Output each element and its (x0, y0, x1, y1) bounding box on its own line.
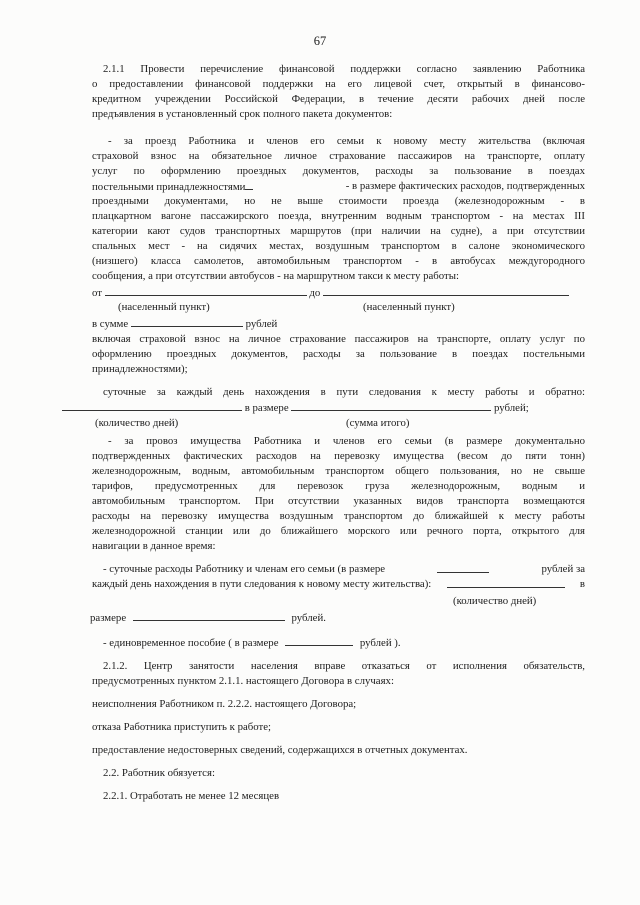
family-per-diem-text: - суточные расходы Работнику и членам его семьи (в размере (103, 563, 386, 575)
from-label: от (92, 287, 102, 299)
travel-line-9: (низшего) класса самолетов, автомобильным транспортом - в автобусах междугородного (92, 255, 585, 267)
route-line (92, 286, 585, 300)
insurance-line-3: принадлежностями); (92, 363, 188, 375)
per-diem-rubles: рублей; (494, 402, 529, 414)
travel-line-3: услуг по оформлению проездных документов, расходы за пользование в поездах (92, 165, 585, 177)
sum-field[interactable] (131, 317, 243, 327)
lump-sum-field[interactable] (285, 636, 353, 646)
family-size-rubles: рублей. (291, 612, 326, 624)
per-diem-line: суточные за каждый день нахождения в пути следования к месту работы и обратно: (103, 386, 585, 398)
sum-line (92, 317, 585, 331)
family-size-line (90, 611, 583, 625)
from-locality-field[interactable] (105, 286, 307, 296)
property-line-7: железнодорожной станции или до ближайшего морского или речного порта, открытого для (92, 525, 585, 537)
travel-line-2: страховой взнос на обязательное личное страхование пассажиров на транспорте, оплату (92, 150, 585, 162)
travel-line-1: - за проезд Работника и членов его семьи к новому месту жительства (включая (108, 135, 585, 147)
property-line-6: расходы на перевозку имущества воздушным транспортом до ближайшей к месту работы (92, 510, 585, 522)
property-line-8: навигации в данное время: (92, 540, 216, 552)
clause-2-1-1-line-2: о предоставлении финансовой поддержки на его лицевой счет, открытый в финансово- (92, 78, 585, 90)
clause-2-1-2-line-2: предусмотренных пунктом 2.1.1. настоящего Договора в случаях: (92, 675, 394, 687)
total-caption: (сумма итого) (346, 417, 410, 429)
property-line-1: - за провоз имущества Работника и членов его семьи (в размере документально (108, 435, 585, 447)
bedding-blank (245, 180, 253, 190)
travel-line-6: плацкартном вагоне пассажирского поезда, внутренним водным транспортом - на местах III (92, 210, 585, 222)
case-item-1: неисполнения Работником п. 2.2.2. настоящего Договора; (92, 698, 357, 710)
from-locality-caption: (населенный пункт) (118, 301, 210, 313)
sum-prefix: в сумме (92, 318, 129, 330)
property-line-5: автомобильным транспортом. При отсутствии указанных видов транспорта возмещаются (92, 495, 585, 507)
family-per-diem-line-1 (103, 563, 585, 576)
insurance-line-2: оформлению проездных документов, расходы за пользование в поездах постельными (92, 348, 585, 360)
family-per-diem-rubles: рублей за (541, 563, 585, 575)
clause-2-1-2-line-1: 2.1.2. Центр занятости населения вправе отказаться от исполнения обязательств, (103, 660, 585, 672)
family-per-diem-amount-field[interactable] (437, 563, 489, 573)
travel-line-8: спальных мест - на сидячих местах, воздушным транспортом в салоне экономического (92, 240, 585, 252)
family-size-field[interactable] (133, 611, 285, 621)
property-line-2: подтвержденных фактических расходов на перевозку имущества (весом до пяти тонн) (92, 450, 585, 462)
per-diem-total-field[interactable] (291, 401, 491, 411)
travel-line-4 (92, 180, 585, 194)
insurance-line-1: включая страховой взнос на личное страхование пассажиров на транспорте, оплату услуг по (92, 333, 585, 345)
case-item-2: отказа Работника приступить к работе; (92, 721, 272, 733)
case-item-3: предоставление недостоверных сведений, содержащихся в отчетных документах. (92, 744, 468, 756)
clause-2-1-1-line-3: кредитном учреждении Российской Федерации, в течение десяти рабочих дней после (92, 93, 585, 105)
actual-expenses-text: - в размере фактических расходов, подтвержденных (345, 180, 585, 192)
clause-2-1-1-line-1: 2.1.1 Провести перечисление финансовой поддержки согласно заявлению Работника (103, 63, 585, 75)
family-per-diem-text-2: каждый день нахождения в пути следования к новому месту жительства): (92, 578, 432, 590)
page-number: 67 (313, 34, 327, 48)
family-days-field[interactable] (447, 578, 565, 588)
lump-sum-text: - единовременное пособие ( в размере (103, 637, 279, 649)
family-per-diem-line-2 (92, 578, 585, 591)
clause-2-2: 2.2. Работник обязуется: (103, 767, 215, 779)
property-line-4: тарифов, предусмотренных для перевозок груза железнодорожным, водным и (92, 480, 585, 492)
travel-line-5: проездными документами, но не выше стоимости проезда (железнодорожным - в (92, 195, 585, 207)
clause-2-1-1-line-4: предъявления в установленный срок полного пакета документов: (92, 108, 393, 120)
property-line-3: железнодорожным, водным, автомобильным транспортом общего пользования, но не свыше (92, 465, 585, 477)
sum-suffix: рублей (245, 318, 278, 330)
lump-sum-rubles: рублей ). (359, 637, 401, 649)
to-label: до (309, 287, 321, 299)
family-days-caption: (количество дней) (453, 595, 537, 607)
family-per-diem-in: в (579, 578, 585, 590)
per-diem-fields-line (62, 401, 585, 415)
clause-2-2-1: 2.2.1. Отработать не менее 12 месяцев (103, 790, 280, 802)
days-caption: (количество дней) (95, 417, 179, 429)
lump-sum-line (103, 636, 596, 650)
travel-line-7: категории кают судов транспортных маршрутов (при наличии на судне), а при отсутствии (92, 225, 585, 237)
to-locality-field[interactable] (323, 286, 569, 296)
bedding-text: постельными принадлежностями (92, 181, 246, 193)
travel-line-10: сообщения, а при отсутствии автобусов - на маршрутном такси к месту работы: (92, 270, 459, 282)
to-locality-caption: (населенный пункт) (363, 301, 455, 313)
per-diem-size-label: в размере (244, 402, 289, 414)
family-size-label: размере (90, 612, 127, 624)
days-count-field[interactable] (62, 401, 242, 411)
